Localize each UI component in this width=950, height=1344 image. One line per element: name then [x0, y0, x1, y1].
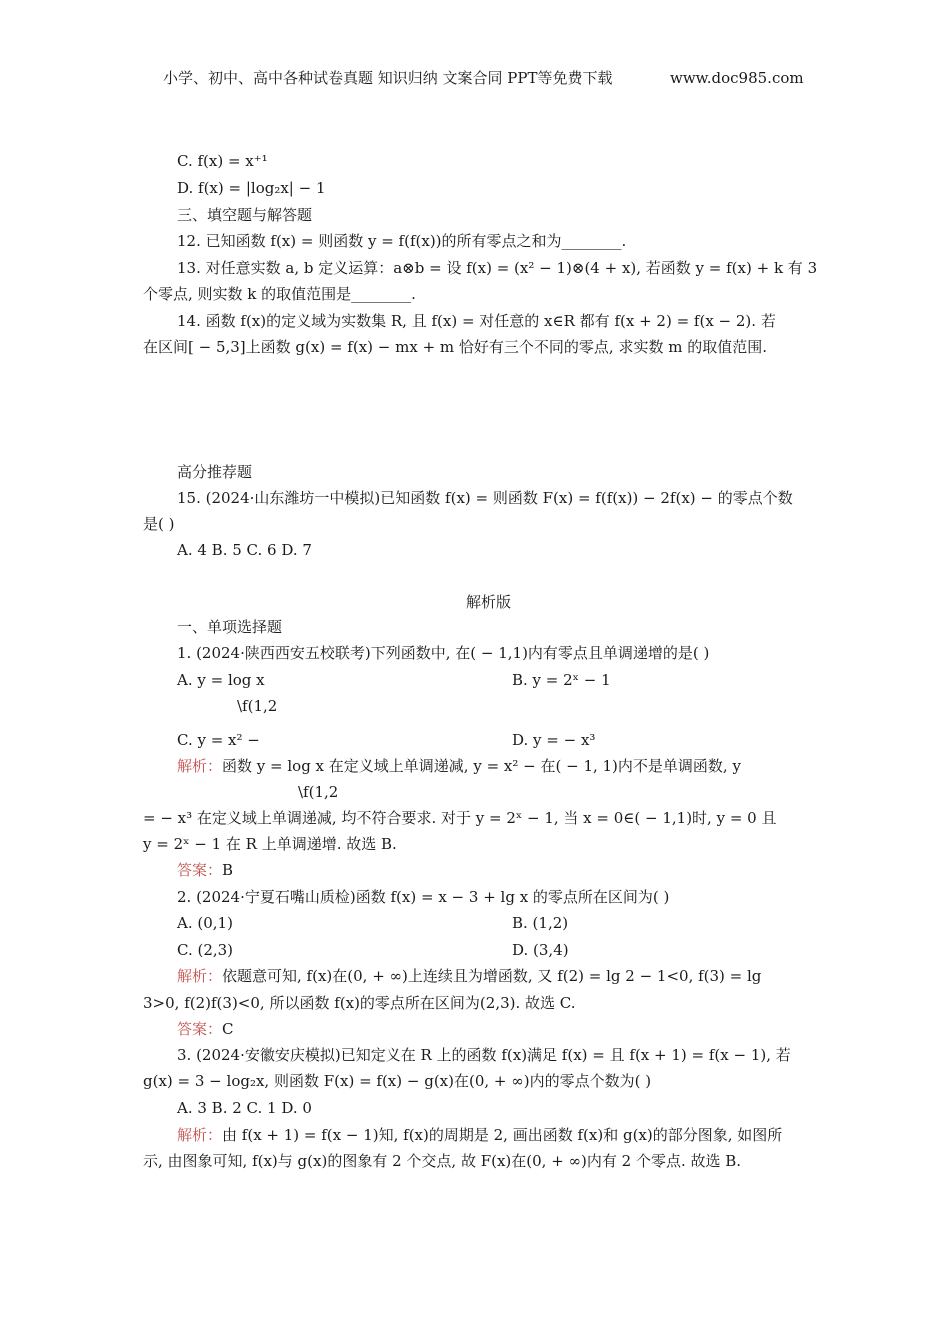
q1-answer [177, 860, 233, 880]
analysis-title: 解析版 [466, 593, 512, 611]
q3-analysis-line2: 示, 由图象可知, f(x)与 g(x)的图象有 2 个交点, 故 F(x)在(0, + ∞)内有 2 个零点. 故选 B. [143, 1152, 742, 1170]
q1-analysis-line2: = − x³ 在定义域上单调递减, 均不符合要求. 对于 y = 2ˣ − 1, 当 x = 0∈( − 1,1)时, y = 0 且 [143, 809, 777, 827]
q1-option-d: D. y = − x³ [512, 731, 596, 749]
q2-option-d: D. (3,4) [512, 941, 569, 959]
question-15-line2: 是( ) [143, 515, 175, 533]
section-single-choice: 一、单项选择题 [177, 618, 283, 636]
analysis-label: 解析： [177, 1126, 223, 1144]
answer-label: 答案： [177, 861, 223, 879]
q1-analysis-text1: 函数 y = log x 在定义域上单调递减, y = x² − 在( − 1, 1)内不是单调函数, y [222, 757, 741, 775]
question-12: 12. 已知函数 f(x) = 则函数 y = f(f(x))的所有零点之和为________. [177, 232, 627, 250]
question-3-line1: 3. (2024·安徽安庆模拟)已知定义在 R 上的函数 f(x)满足 f(x) = 且 f(x + 1) = f(x − 1), 若 [177, 1046, 791, 1064]
option-d: D. f(x) = |log₂x| − 1 [177, 179, 326, 197]
q2-option-b: B. (1,2) [512, 914, 569, 932]
q1-answer-value: B [222, 861, 234, 879]
q2-analysis-line1 [177, 966, 761, 986]
question-13-line2: 个零点, 则实数 k 的取值范围是________. [143, 285, 416, 303]
question-14-line2: 在区间[ − 5,3]上函数 g(x) = f(x) − mx + m 恰好有三个不同的零点, 求实数 m 的取值范围. [143, 338, 767, 356]
q2-analysis-line2: 3>0, f(2)f(3)<0, 所以函数 f(x)的零点所在区间为(2,3). 故选 C. [143, 994, 576, 1012]
q2-option-c: C. (2,3) [177, 941, 234, 959]
header-left: 小学、初中、高中各种试卷真题 知识归纳 文案合同 PPT等免费下载 [163, 69, 613, 87]
question-15-line1: 15. (2024·山东潍坊一中模拟)已知函数 f(x) = 则函数 F(x) = f(f(x)) − 2f(x) − 的零点个数 [177, 489, 793, 507]
q3-analysis-text1: 由 f(x + 1) = f(x − 1)知, f(x)的周期是 2, 画出函数 f(x)和 g(x)的部分图象, 如图所 [222, 1126, 783, 1144]
q2-analysis-text1: 依题意可知, f(x)在(0, + ∞)上连续且为增函数, 又 f(2) = lg 2 − 1<0, f(3) = lg [222, 967, 762, 985]
q2-answer-value: C [222, 1020, 234, 1038]
section-title: 三、填空题与解答题 [177, 206, 313, 224]
analysis-label: 解析： [177, 757, 223, 775]
q1-option-a: A. y = log x [177, 671, 265, 689]
q3-analysis-line1 [177, 1125, 782, 1145]
analysis-label: 解析： [177, 967, 223, 985]
question-13-line1: 13. 对任意实数 a, b 定义运算：a⊗b = 设 f(x) = (x² − 1)⊗(4 + x), 若函数 y = f(x) + k 有 3 [177, 259, 818, 277]
q1-analysis-line3: y = 2ˣ − 1 在 R 上单调递增. 故选 B. [143, 835, 397, 853]
answer-label: 答案： [177, 1020, 223, 1038]
q1-analysis-sub: \f(1,2 [298, 783, 339, 801]
question-2: 2. (2024·宁夏石嘴山质检)函数 f(x) = x − 3 + lg x 的零点所在区间为( ) [177, 888, 670, 906]
q1-analysis-line1 [177, 756, 741, 776]
question-15-options: A. 4 B. 5 C. 6 D. 7 [177, 541, 312, 559]
recommend-title: 高分推荐题 [177, 463, 253, 481]
question-3-line2: g(x) = 3 − log₂x, 则函数 F(x) = f(x) − g(x)在(0, + ∞)内的零点个数为( ) [143, 1072, 652, 1090]
option-c: C. f(x) = x⁺¹ [177, 152, 268, 170]
question-3-options: A. 3 B. 2 C. 1 D. 0 [177, 1099, 312, 1117]
q2-answer [177, 1019, 234, 1039]
q1-option-a-sub: \f(1,2 [237, 697, 278, 715]
header-right: www.doc985.com [670, 69, 804, 87]
question-14-line1: 14. 函数 f(x)的定义域为实数集 R, 且 f(x) = 对任意的 x∈R 都有 f(x + 2) = f(x − 2). 若 [177, 312, 776, 330]
question-1: 1. (2024·陕西西安五校联考)下列函数中, 在( − 1,1)内有零点且单调递增的是( ) [177, 644, 710, 662]
q1-option-b: B. y = 2ˣ − 1 [512, 671, 611, 689]
q1-option-c: C. y = x² − [177, 731, 260, 749]
q2-option-a: A. (0,1) [177, 914, 233, 932]
